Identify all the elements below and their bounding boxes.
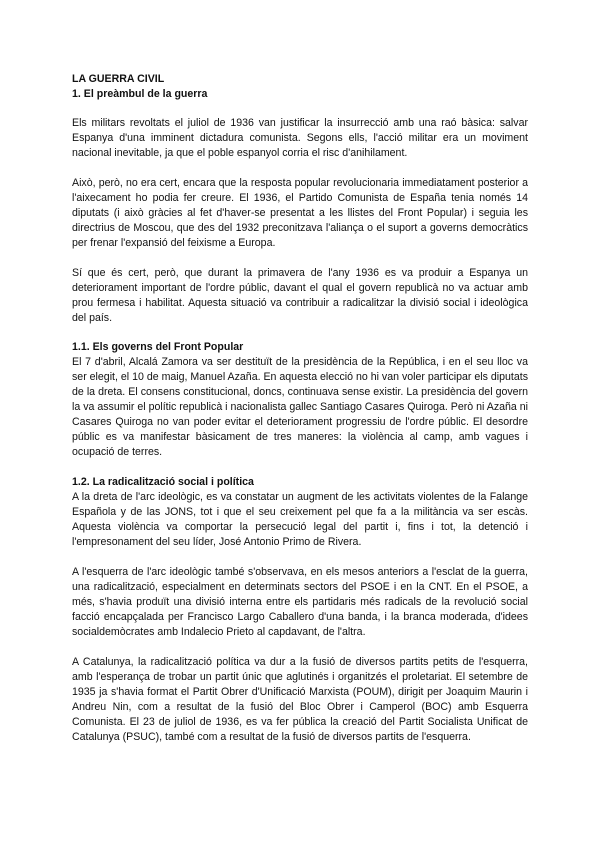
paragraph: El 7 d'abril, Alcalá Zamora va ser destituït de la presidència de la República, i en el seu lloc va ser elegit, el 10 de maig, Manuel Azaña. En aquesta elecció no hi van voler participar els diputats de la dreta. El consens constitucional, doncs, continuava sense existir. La presidència del govern la va assumir el polític republicà i nacionalista gallec Santiago Casares Quiroga. Però ni Azaña ni Casares Quiroga no van poder evitar el deteriorament progressiu de l'ordre públic. El desordre públic es va manifestar bàsicament de tres maneres: la violència al camp, amb vagues i ocupació de terres. bbox=[72, 356, 528, 458]
document-title: LA GUERRA CIVIL bbox=[72, 73, 165, 85]
paragraph: Els militars revoltats el juliol de 1936 van justificar la insurrecció amb una raó bàsica: salvar Espanya d'una imminent dictadura comunista. Segons ells, l'acció militar era un moviment nacional inevitable, ja que el poble espanyol corria el risc d'anihilament. bbox=[72, 117, 528, 159]
subsection-title-governs: 1.1. Els governs del Front Popular bbox=[72, 341, 244, 353]
paragraph: Això, però, no era cert, encara que la resposta popular revolucionaria immediatament posterior a l'aixecament ho podia fer creure. El 1936, el Partido Comunista de España tenia només 14 diputats (i això gràcies al fet d'haver-se presentat a les llistes del Front Popular) i seguia les directrius de Moscou, que des del 1932 preconitzava l'aliança o el suport a governs democràtics per frenar l'expansió del feixisme a Europa. bbox=[72, 177, 528, 249]
paragraph: A Catalunya, la radicalització política va dur a la fusió de diversos partits petits de l'esquerra, amb l'esperança de trobar un partit únic que aglutinés i organitzés el proletariat. El setembre de 1935 ja s'havia format el Partit Obrer d'Unificació Marxista (POUM), dirigit per Joaquim Maurin i Andreu Nin, com a resultat de la fusió del Bloc Obrer i Camperol (BOC) amb Esquerra Comunista. El 23 de juliol de 1936, es va fer pública la creació del Partit Socialista Unificat de Catalunya (PSUC), també com a resultat de la fusió de diversos partits de l'esquerra. bbox=[72, 656, 528, 743]
subsection-title-radicalitzacio: 1.2. La radicalització social i política bbox=[72, 476, 254, 488]
paragraph: A la dreta de l'arc ideològic, es va constatar un augment de les activitats violentes de la Falange Española y de las JONS, tot i que el seu creixement pel que fa a la militància va ser escàs. Aquesta violència va comportar la persecució legal del partit i, fins i tot, la detenció i l'empresonament del seu líder, José Antonio Primo de Rivera. bbox=[72, 491, 528, 548]
document-page bbox=[72, 72, 528, 760]
paragraph: Sí que és cert, però, que durant la primavera de l'any 1936 es va produir a Espanya un deteriorament important de l'ordre públic, davant el qual el govern republicà no va actuar amb prou fermesa i habilitat. Aquesta situació va contribuir a radicalitzar la divisió social i ideològica del país. bbox=[72, 267, 528, 324]
section-title-preambul: 1. El preàmbul de la guerra bbox=[72, 88, 208, 100]
paragraph: A l'esquerra de l'arc ideològic també s'observava, en els mesos anteriors a l'esclat de la guerra, una radicalització, especialment en determinats sectors del PSOE i en la CNT. En el PSOE, a més, s'havia produït una divisió interna entre els partidaris més radicals de la revolució social facció encapçalada per Francisco Largo Caballero d'una banda, i la branca moderada, d'idees socialdemòcrates amb Indalecio Prieto al capdavant, de l'altra. bbox=[72, 566, 528, 638]
